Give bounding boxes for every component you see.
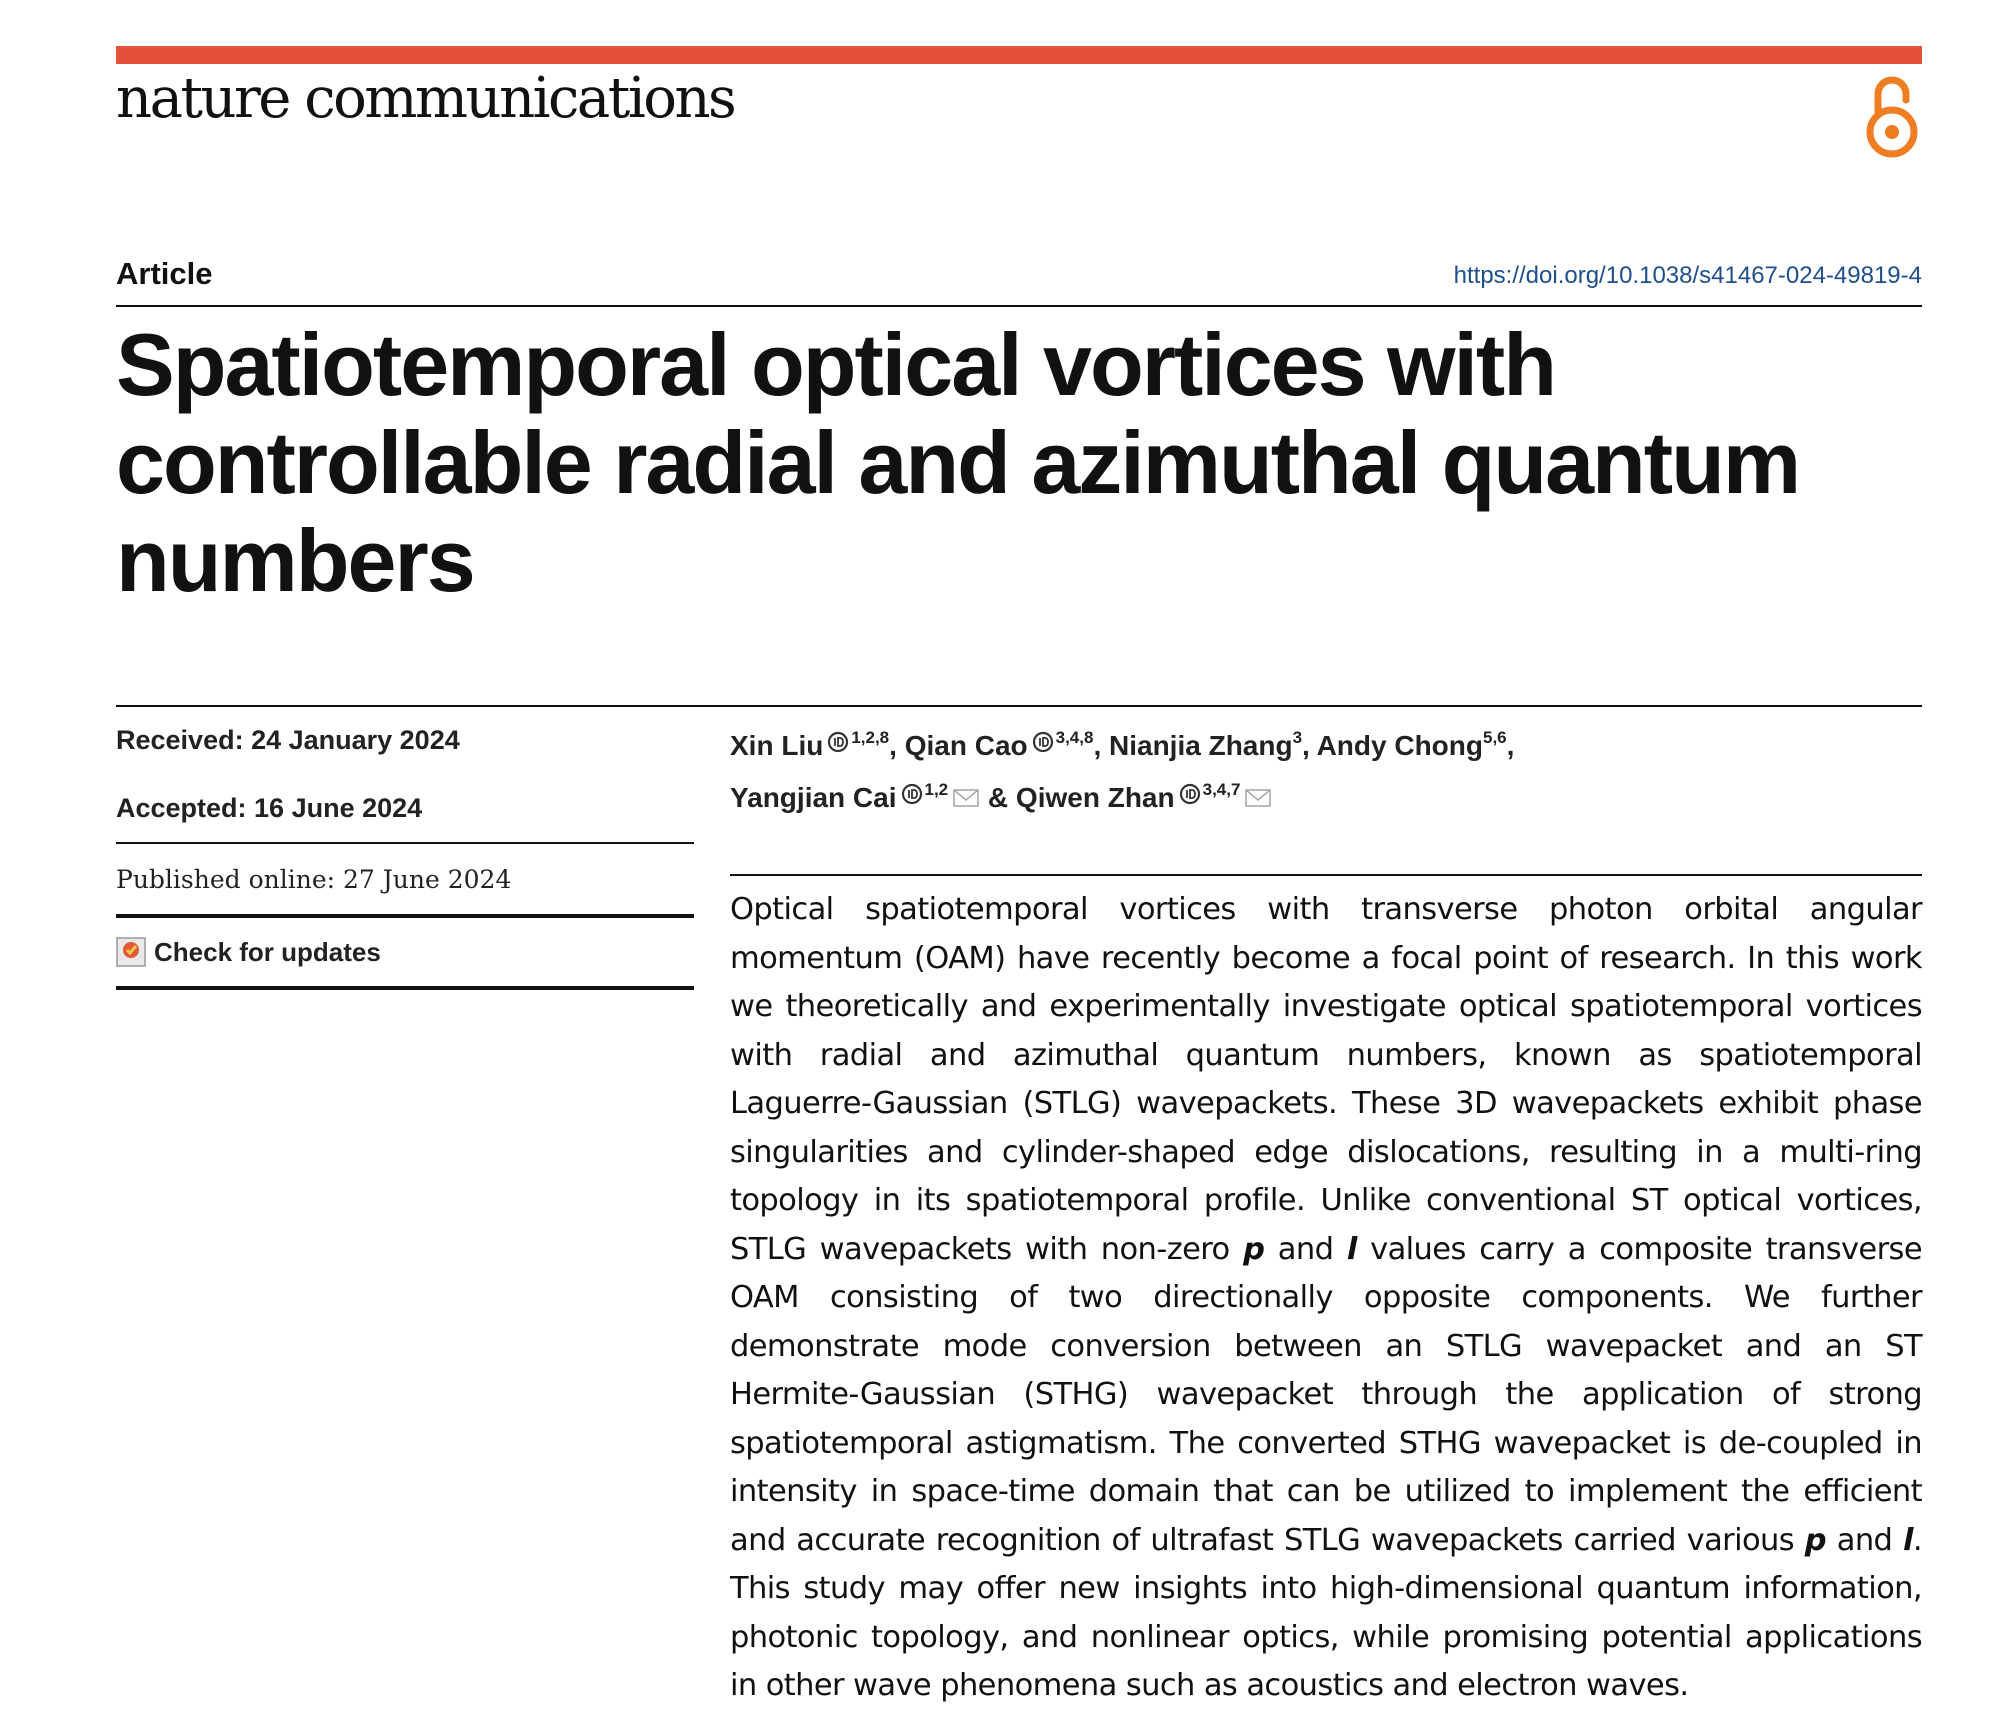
- dates-sidebar: [116, 706, 694, 990]
- abstract-rule: [730, 874, 1922, 876]
- author-separator: ,: [1506, 730, 1515, 761]
- article-type-label: Article: [116, 256, 213, 291]
- orcid-icon[interactable]: [827, 731, 849, 753]
- author-separator: ,: [1093, 730, 1109, 761]
- doi-link[interactable]: https://doi.org/10.1038/s41467-024-49819-4: [1453, 262, 1922, 289]
- author-entry: [1016, 782, 1273, 813]
- journal-name[interactable]: nature communications: [116, 66, 735, 131]
- author-entry: [730, 782, 980, 813]
- abstract: [730, 886, 1922, 1711]
- author-name[interactable]: Yangjian Cai: [730, 782, 897, 813]
- author-affiliation: 1,2,8: [851, 728, 890, 747]
- check-updates-label: Check for updates: [154, 936, 381, 967]
- author-affiliation: 3: [1292, 728, 1303, 747]
- author-affiliation: 3,4,8: [1055, 728, 1094, 747]
- author-name[interactable]: Xin Liu: [730, 730, 824, 761]
- abstract-symbol-p: p: [1243, 1231, 1265, 1267]
- author-name[interactable]: Nianjia Zhang: [1109, 730, 1293, 761]
- sidebar-divider: [116, 986, 694, 990]
- accepted-date: Accepted: 16 June 2024: [116, 792, 423, 823]
- author-separator: &: [980, 782, 1016, 813]
- abstract-text: . This study may offer new insights into high-dimensional quantum information, photonic topology, and nonlinear optics, while promising potential applications in other wave phenomena such as acoustics and electron waves.: [730, 1522, 1922, 1703]
- email-icon[interactable]: [952, 788, 980, 808]
- author-entry: [730, 730, 889, 761]
- author-separator: ,: [1302, 730, 1317, 761]
- author-affiliation: 5,6: [1483, 728, 1507, 747]
- author-entry: [905, 730, 1094, 761]
- author-separator: ,: [889, 730, 905, 761]
- abstract-text: Optical spatiotemporal vortices with transverse photon orbital angular momentum (OAM) have recently become a focal point of research. In this work we theoretically and experimentally investigate optical spatiotemporal vortices with radial and azimuthal quantum numbers, known as spatiotemporal Laguerre-Gaussian (STLG) wavepackets. These 3D wavepackets exhibit phase singularities and cylinder-shaped edge dislocations, resulting in a multi-ring topology in its spatiotemporal profile. Unlike conventional ST optical vortices, STLG wavepackets with non-zero: [730, 892, 1922, 1267]
- abstract-text: values carry a composite transverse OAM consisting of two directionally opposite components. We further demonstrate mode conversion between an STLG wavepacket and an ST Hermite-Gaussian (STHG) wavepacket through the application of strong spatiotemporal astigmatism. The converted STHG wavepacket is de-coupled in intensity in space-time domain that can be utilized to implement the efficient and accurate recognition of ultrafast STLG wavepackets carried various: [730, 1231, 1922, 1558]
- journal-accent-bar: [116, 46, 1922, 64]
- check-for-updates-button[interactable]: [116, 918, 694, 986]
- orcid-icon[interactable]: [1179, 783, 1201, 805]
- header-rule: [116, 305, 1922, 307]
- author-name[interactable]: Qiwen Zhan: [1015, 782, 1175, 813]
- received-date: Received: 24 January 2024: [116, 724, 460, 755]
- author-name[interactable]: Andy Chong: [1316, 730, 1483, 761]
- orcid-icon[interactable]: [1032, 731, 1054, 753]
- email-icon[interactable]: [1244, 788, 1272, 808]
- author-entry: [1109, 730, 1302, 761]
- open-access-lock-icon: [1862, 72, 1922, 162]
- published-date: Published online: 27 June 2024: [116, 864, 512, 894]
- author-entry: [1317, 730, 1507, 761]
- author-affiliation: 1,2: [924, 780, 949, 799]
- article-title: Spatiotemporal optical vortices with controllable radial and azimuthal quantum numbers: [116, 315, 1800, 610]
- author-name[interactable]: Qian Cao: [904, 730, 1028, 761]
- author-affiliation: 3,4,7: [1202, 780, 1241, 799]
- abstract-text: and: [1264, 1231, 1347, 1267]
- abstract-symbol-p: p: [1804, 1522, 1827, 1558]
- orcid-icon[interactable]: [901, 783, 923, 805]
- check-updates-icon: [116, 937, 146, 967]
- abstract-symbol-l: l: [1346, 1231, 1357, 1267]
- abstract-text: and: [1826, 1522, 1904, 1558]
- author-list: [730, 716, 1920, 820]
- abstract-symbol-l: l: [1903, 1522, 1913, 1558]
